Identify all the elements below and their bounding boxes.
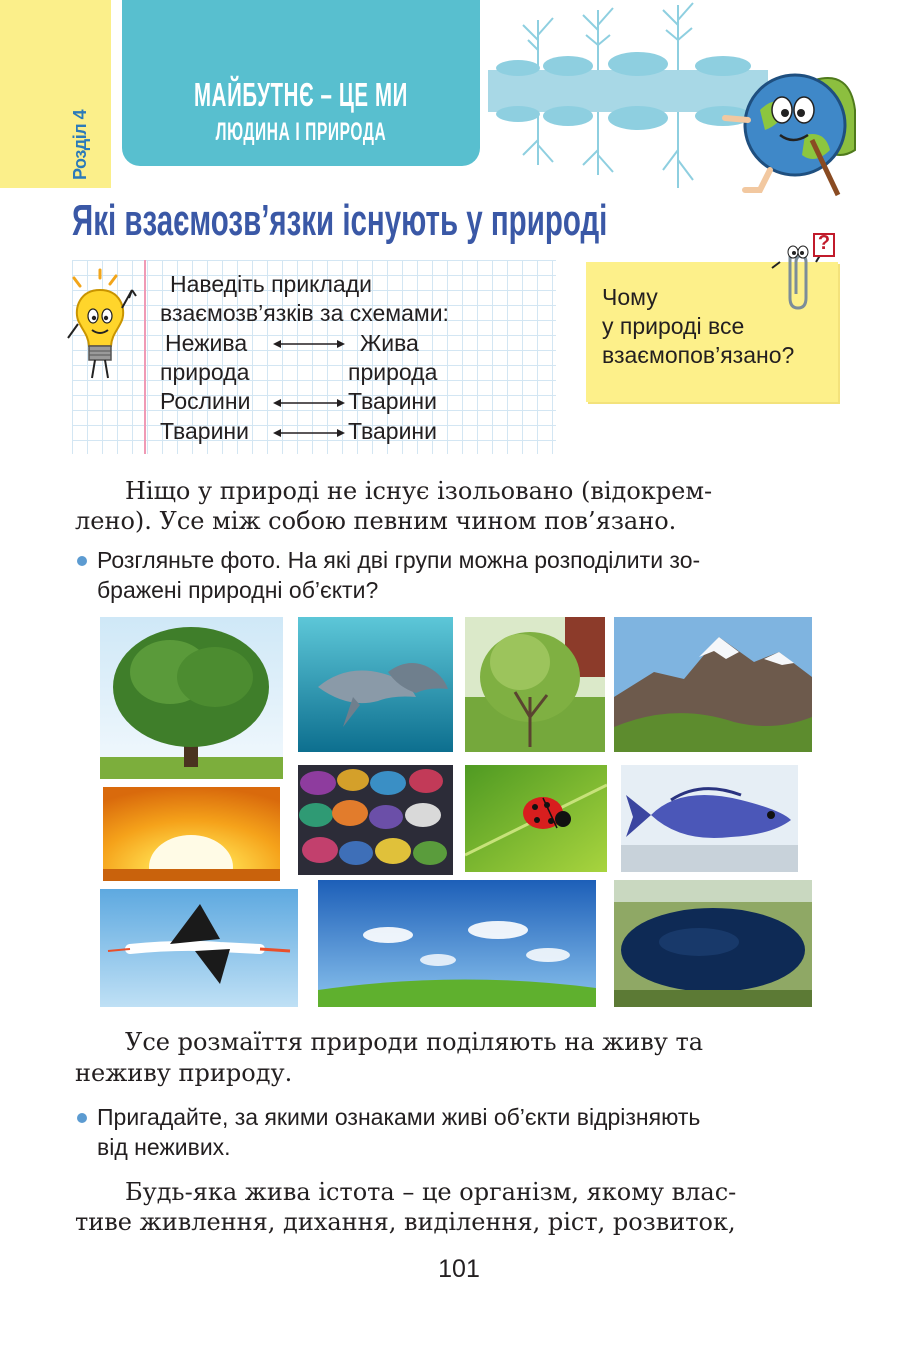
bullet-1-line-1: Розгляньте фото. На які дві групи можна розподілити зо- <box>97 547 701 573</box>
scheme-right-4: Тварини <box>348 418 437 444</box>
task-line-2: взаємозв’язків за схемами: <box>160 300 449 326</box>
photo-mountain <box>614 617 812 752</box>
bullet-1-line-2: бражені природні об’єкти? <box>97 577 379 603</box>
paragraph-3-line-1: Будь-яка жива істота – це організм, якому влас- <box>125 1178 737 1206</box>
lightbulb-mascot-icon <box>62 268 142 383</box>
bullet-dot <box>77 1113 87 1123</box>
globe-mascot-illustration <box>720 40 870 200</box>
double-arrow-icon <box>272 396 346 410</box>
question-mark-icon: ? <box>817 232 831 254</box>
scheme-left-2: природа <box>160 359 250 385</box>
scheme-left-3: Рослини <box>160 388 251 414</box>
bullet-2-line-1: Пригадайте, за якими ознаками живі об’єкти відрізняють <box>97 1104 701 1130</box>
photo-lake <box>614 880 812 1007</box>
page-number: 101 <box>438 1255 480 1283</box>
question-note-text: Чому у природі все взаємопов’язано? <box>602 284 795 368</box>
section-heading: Які взаємозв’язки існують у природі <box>72 196 608 245</box>
scheme-left-4: Тварини <box>160 418 249 444</box>
banner-subtitle: ЛЮДИНА І ПРИРОДА <box>215 118 387 146</box>
scheme-right-2: природа <box>348 359 438 385</box>
photo-bush <box>465 617 605 752</box>
scheme-left-1: Нежива <box>165 330 248 356</box>
paragraph-2-line-1: Усе розмаїття природи поділяють на живу та <box>125 1028 704 1056</box>
photo-ladybug <box>465 765 607 872</box>
paragraph-1-line-1: Ніщо у природі не існує ізольовано (відокрем- <box>125 477 713 505</box>
paragraph-1-line-2: лено). Усе між собою певним чином пов’язано. <box>75 507 677 535</box>
chapter-tab-label: Розділ 4 <box>70 109 90 180</box>
photo-sunset <box>103 787 280 881</box>
bullet-2-line-2: від неживих. <box>97 1134 231 1160</box>
double-arrow-icon <box>272 426 346 440</box>
scheme-right-3: Тварини <box>348 388 437 414</box>
photo-pebbles <box>298 765 453 875</box>
bullet-dot <box>77 556 87 566</box>
photo-stork <box>100 889 298 1007</box>
paragraph-3-line-2: тиве живлення, дихання, виділення, ріст, розвиток, <box>75 1208 736 1236</box>
photo-blue-fish <box>621 765 798 872</box>
paragraph-2-line-2: неживу природу. <box>75 1059 293 1087</box>
scheme-right-1: Жива <box>360 330 419 356</box>
double-arrow-icon <box>272 337 346 351</box>
task-line-1: Наведіть приклади <box>170 271 372 297</box>
banner-title: МАЙБУТНЄ – ЦЕ МИ <box>194 76 408 113</box>
photo-dolphins <box>298 617 453 752</box>
grid-margin-line <box>144 260 146 454</box>
photo-tree <box>100 617 283 779</box>
photo-sky-field <box>318 880 596 1007</box>
